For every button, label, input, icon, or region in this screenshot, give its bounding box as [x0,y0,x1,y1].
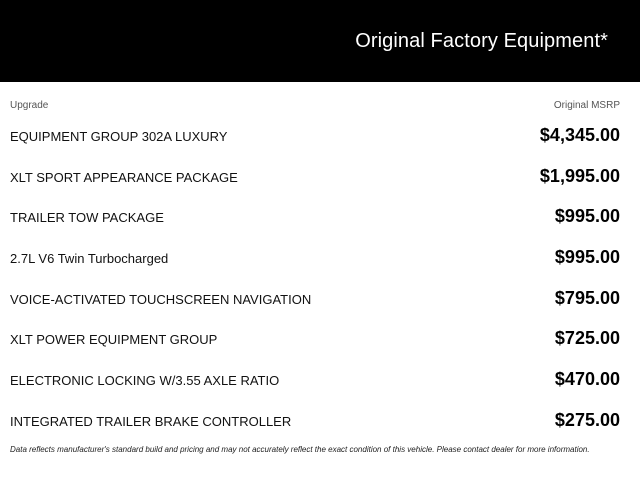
disclaimer-text: Data reflects manufacturer's standard build and pricing and may not accurately reflect the exact condition of this vehicle. Please contact dealer for more information. [10,445,590,454]
list-item [10,114,620,155]
upgrade-price: $1,995.00 [539,165,620,186]
upgrade-price: $725.00 [554,328,620,349]
column-header-upgrade: Upgrade [10,100,49,111]
upgrade-price: $995.00 [554,206,620,227]
page-title: Original Factory Equipment* [355,30,608,52]
list-item [10,155,620,196]
upgrade-price: $275.00 [554,409,620,430]
column-headers [10,100,620,114]
header-banner [0,0,640,82]
upgrade-name: 2.7L V6 Twin Turbocharged [10,251,169,267]
upgrade-name: VOICE-ACTIVATED TOUCHSCREEN NAVIGATION [10,291,312,307]
upgrade-name: TRAILER TOW PACKAGE [10,210,164,226]
list-item [10,195,620,236]
column-header-msrp: Original MSRP [553,100,620,111]
upgrade-name: XLT SPORT APPEARANCE PACKAGE [10,169,238,185]
upgrade-price: $995.00 [554,247,620,268]
list-item [10,399,620,440]
upgrade-name: XLT POWER EQUIPMENT GROUP [10,332,218,348]
list-item [10,317,620,358]
upgrade-price: $470.00 [554,369,620,390]
list-item [10,236,620,277]
upgrade-price: $795.00 [554,287,620,308]
upgrade-name: ELECTRONIC LOCKING W/3.55 AXLE RATIO [10,373,280,389]
upgrade-name: INTEGRATED TRAILER BRAKE CONTROLLER [10,413,292,429]
list-item [10,277,620,318]
equipment-list [10,114,620,440]
upgrade-name: EQUIPMENT GROUP 302A LUXURY [10,129,228,144]
upgrade-price: $4,345.00 [539,125,620,145]
list-item [10,358,620,399]
